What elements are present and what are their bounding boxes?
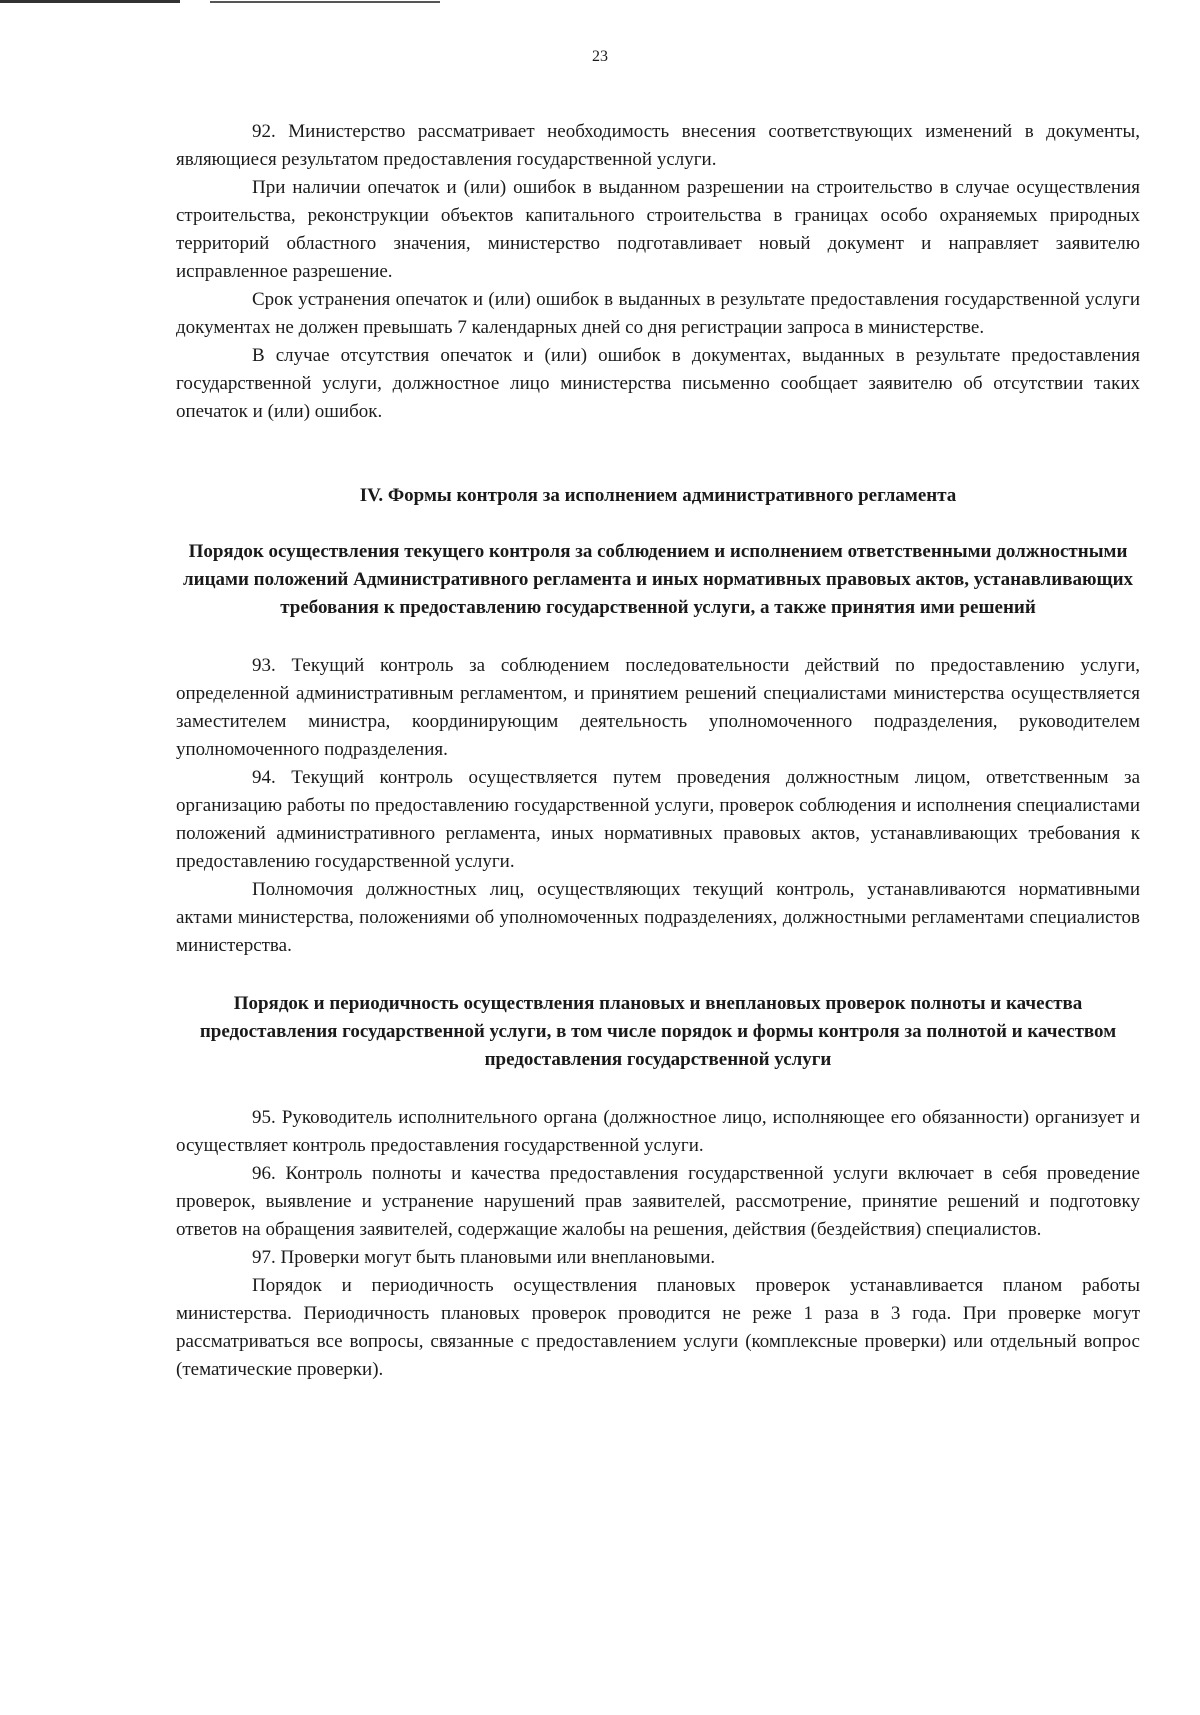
paragraph-92-no-errors: В случае отсутствия опечаток и (или) ошибок в документах, выданных в результате предоставления государственной услуги, должностное лицо министерства письменно сообщает заявителю об отсутствии таких опечаток и (или) ошибок. — [176, 345, 1140, 422]
paragraph-96: 96. Контроль полноты и качества предоставления государственной услуги включает в себя проведение проверок, выявление и устранение нарушений прав заявителей, рассмотрение, принятие решений и подготовку ответов на обращения заявителей, содержащие жалобы на решения, действия (бездействия) специалистов. — [176, 1163, 1140, 1240]
paragraph-95: 95. Руководитель исполнительного органа (должностное лицо, исполняющее его обязанности) организует и осуществляет контроль предоставления государственной услуги. — [176, 1107, 1140, 1156]
page-number: 23 — [592, 48, 608, 65]
paragraph-94-powers: Полномочия должностных лиц, осуществляющих текущий контроль, устанавливаются нормативными актами министерства, положениями об уполномоченных подразделениях, должностными регламентами специалистов министерства. — [176, 879, 1140, 956]
paragraph-97-schedule: Порядок и периодичность осуществления плановых проверок устанавливается планом работы министерства. Периодичность плановых проверок проводится не реже 1 раза в 3 года. При проверке могут рассматриваться все вопросы, связанные с предоставлением услуги (комплексные проверки) или отдельный вопрос (тематические проверки). — [176, 1275, 1140, 1380]
paragraph-92: 92. Министерство рассматривает необходимость внесения соответствующих изменений в документы, являющиеся результатом предоставления государственной услуги. — [176, 121, 1140, 170]
paragraph-97: 97. Проверки могут быть плановыми или внеплановыми. — [252, 1247, 716, 1268]
paragraph-92-typos: При наличии опечаток и (или) ошибок в выданном разрешении на строительство в случае осуществления строительства, реконструкции объектов капитального строительства в границах особо охраняемых природных территорий областного значения, министерство подготавливает новый документ и направляет заявителю исправленное разрешение. — [176, 177, 1140, 282]
paragraph-93: 93. Текущий контроль за соблюдением последовательности действий по предоставлению услуги, определенной административным регламентом, и принятием решений специалистами министерства осуществляется заместителем министра, координирующим деятельность уполномоченного подразделения, руководителем уполномоченного подразделения. — [176, 655, 1140, 760]
scan-edge-mark — [210, 1, 440, 3]
section-title: IV. Формы контроля за исполнением административного регламента — [359, 485, 957, 506]
paragraph-92-deadline: Срок устранения опечаток и (или) ошибок в выданных в результате предоставления государственной услуги документах не должен превышать 7 календарных дней со дня регистрации запроса в министерстве. — [176, 289, 1140, 338]
scan-edge-mark — [0, 0, 180, 3]
subsection-title-inspections: Порядок и периодичность осуществления плановых и внеплановых проверок полноты и качества предоставления государственной услуги, в том числе порядок и формы контроля за полнотой и качеством предоставления государственной услуги — [199, 993, 1117, 1070]
paragraph-94: 94. Текущий контроль осуществляется путем проведения должностным лицом, ответственным за организацию работы по предоставлению государственной услуги, проверок соблюдения и исполнения специалистами положений административного регламента, иных нормативных правовых актов, устанавливающих требования к предоставлению государственной услуги. — [176, 767, 1140, 872]
document-body — [176, 118, 1140, 1384]
subsection-title-current-control: Порядок осуществления текущего контроля за соблюдением и исполнением ответственными должностными лицами положений Административного регламента и иных нормативных правовых актов, устанавливающих требования к предоставлению государственной услуги, а также принятия ими решений — [182, 541, 1134, 618]
